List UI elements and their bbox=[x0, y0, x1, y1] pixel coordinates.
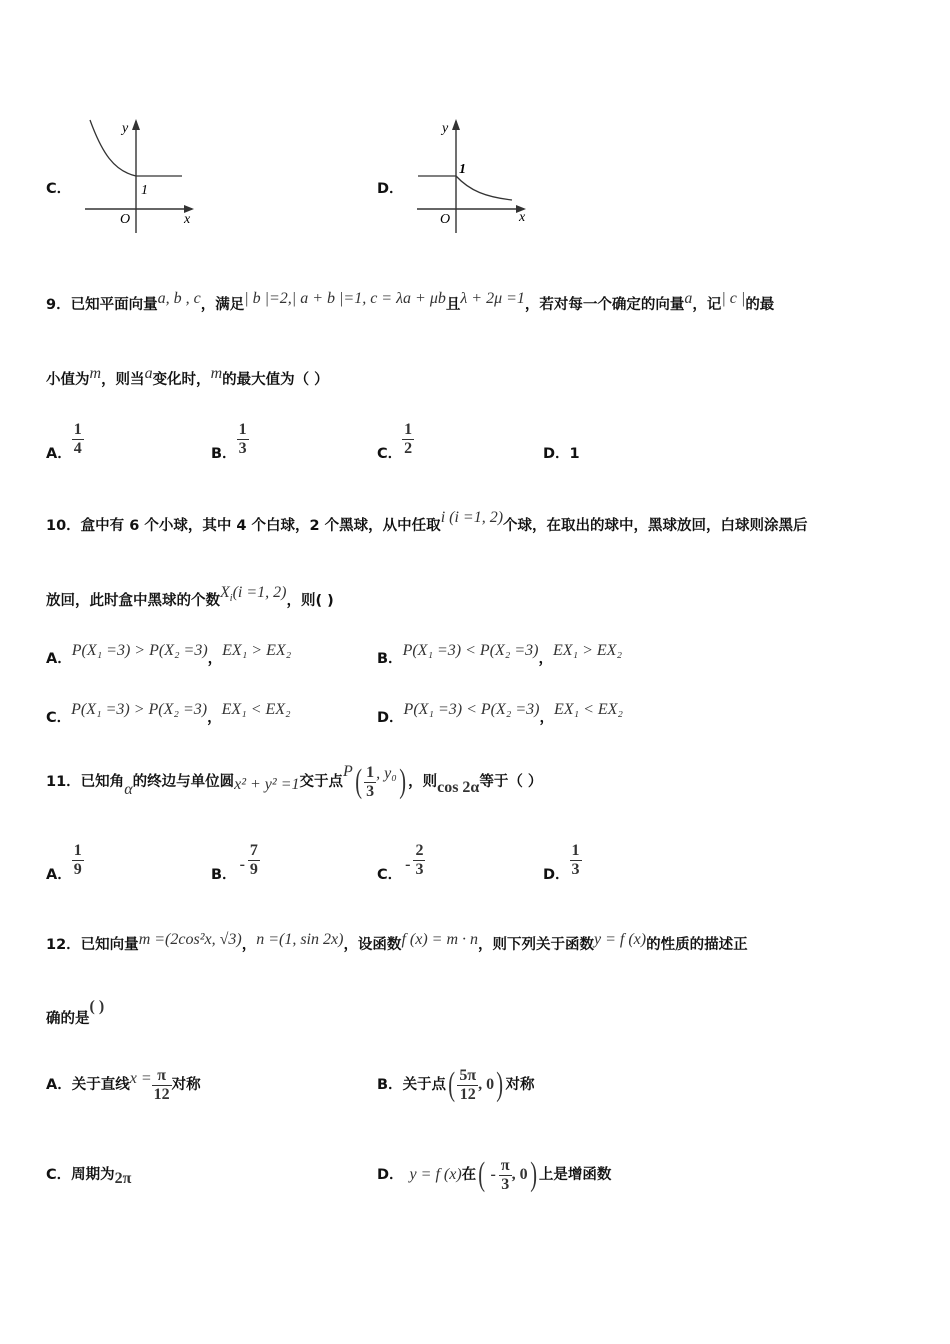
q8-option-d-graph bbox=[412, 115, 542, 235]
frac-num: 1 bbox=[73, 421, 82, 438]
frac-den: 2 bbox=[404, 440, 413, 457]
q9-option-d[interactable] bbox=[543, 443, 580, 465]
q10-stem-text-b: 个球，在取出的球中，黑球放回，白球则涂黑后 bbox=[503, 518, 808, 534]
q9-stem-line2 bbox=[46, 365, 329, 391]
option-label: C． bbox=[377, 867, 403, 883]
y-axis-arrow bbox=[452, 119, 460, 130]
q11-option-b[interactable] bbox=[211, 842, 260, 883]
frac-num: 5π bbox=[459, 1066, 477, 1084]
frac-num: π bbox=[152, 1067, 172, 1086]
option-tail: , 0 bbox=[511, 1166, 528, 1183]
x-label: x bbox=[184, 212, 191, 227]
q9-stem-text-c: 且 bbox=[445, 297, 461, 313]
frac-den: 3 bbox=[501, 1175, 510, 1193]
q11-option-c[interactable] bbox=[377, 842, 425, 883]
q12-option-c[interactable] bbox=[46, 1150, 131, 1200]
q9-line2-text: 小值为 bbox=[46, 372, 90, 388]
q11-stem-text-b: 的终边与单位圆 bbox=[132, 774, 235, 790]
q9-vector-a: a bbox=[684, 290, 693, 307]
q9-stem-line1 bbox=[46, 290, 775, 316]
q9-stem-text-f: 的最 bbox=[745, 297, 775, 313]
frac-num: 2 bbox=[415, 842, 424, 859]
q10-line2-text: 放回，此时盒中黑球的个数 bbox=[46, 593, 220, 609]
option-text-post: 上是增函数 bbox=[538, 1167, 612, 1183]
option-prob: P(X₁ =3) > P(X₂ =3) bbox=[71, 642, 208, 659]
option-label: A． bbox=[46, 867, 72, 883]
option-label: C． bbox=[46, 1167, 72, 1183]
option-expect: EX₁ > EX₂ bbox=[552, 642, 622, 659]
q10-stem-text: 10．盒中有 6 个小球，其中 4 个白球，2 个黑球，从中任取 bbox=[46, 518, 441, 534]
q12-stem-text-b: ，设函数 bbox=[343, 937, 402, 953]
q10-option-d[interactable]: D．P(X₁ =3) < P(X₂ =3)，EX₁ < EX₂ bbox=[377, 701, 623, 726]
q12-stem-line1 bbox=[46, 930, 748, 960]
q12-stem-text-d: 的性质的描述正 bbox=[646, 937, 748, 953]
option-text-post: 对称 bbox=[171, 1077, 201, 1093]
option-text: 在 bbox=[461, 1167, 477, 1183]
option-value: 2π bbox=[114, 1170, 132, 1187]
q9-option-c[interactable] bbox=[377, 421, 414, 462]
q9-abs-c: | c | bbox=[721, 290, 746, 307]
q11-unit-circle: x² + y² =1 bbox=[234, 776, 300, 793]
y-axis-arrow bbox=[132, 119, 140, 130]
option-prob: P(X₁ =3) > P(X₂ =3) bbox=[71, 701, 208, 718]
frac-den: 3 bbox=[415, 861, 424, 878]
q9-vectors: a, b , c bbox=[157, 290, 201, 307]
q12-stem-text: 12．已知向量 bbox=[46, 937, 139, 953]
q9-stem-text-d: ，若对每一个确定的向量 bbox=[524, 297, 685, 313]
q9-option-b[interactable] bbox=[211, 421, 249, 462]
q12-answer-paren: ( ) bbox=[89, 998, 105, 1015]
frac-den: 4 bbox=[73, 440, 82, 457]
option-text: 周期为 bbox=[71, 1167, 115, 1183]
frac-den: 3 bbox=[571, 861, 580, 878]
option-expect: EX₁ > EX₂ bbox=[222, 642, 292, 659]
q12-line2-text: 确的是 bbox=[46, 1011, 90, 1027]
frac-den: 3 bbox=[366, 782, 375, 800]
q10-stem-line2 bbox=[46, 584, 334, 618]
frac-num: 1 bbox=[366, 763, 375, 781]
q10-line2-text-b: ，则( ) bbox=[286, 593, 334, 609]
q9-line2-text-c: 变化时， bbox=[152, 372, 211, 388]
frac-num: 1 bbox=[404, 421, 413, 438]
q9-var-m-2: m bbox=[210, 365, 223, 382]
q11-stem: 11．已知角α的终边与单位圆x² + y² =1交于点P( $\frac{1}{3}$ , y₀) ，则cos 2α等于（ ） bbox=[46, 763, 543, 800]
q10-xi-expr bbox=[220, 584, 287, 605]
option-label: D． bbox=[543, 867, 570, 883]
q12-function-def: f (x) = m · n bbox=[401, 931, 478, 948]
q9-stem-text-b: ，满足 bbox=[200, 297, 245, 313]
q12-vector-n: n =(1, sin 2x) bbox=[256, 931, 344, 948]
option-tail: , 0 bbox=[478, 1076, 495, 1093]
frac-den: 9 bbox=[249, 861, 258, 878]
option-label: B． bbox=[211, 446, 237, 462]
q8-option-c-label[interactable]: C． bbox=[46, 181, 72, 197]
frac-num: 7 bbox=[249, 842, 258, 859]
q12-function-y: y = f (x) bbox=[594, 931, 647, 948]
option-label: D． bbox=[377, 710, 404, 726]
q12-option-b[interactable]: B．关于点( $\frac{5\pi}{12}$ , 0) 对称 bbox=[377, 1066, 535, 1103]
option-label: B． bbox=[211, 867, 237, 883]
q10-xi-sub: i bbox=[229, 593, 233, 605]
q10-i-expr: i (i =1, 2) bbox=[440, 509, 504, 526]
option-sign: - bbox=[490, 1166, 496, 1183]
q11-point-y: , y₀ bbox=[376, 765, 397, 782]
q11-stem-text-e: 等于（ ） bbox=[479, 774, 543, 790]
option-label: D． bbox=[377, 1167, 404, 1183]
option-label: A． bbox=[46, 1077, 72, 1093]
q11-stem-text-d: ，则 bbox=[408, 774, 438, 790]
q9-option-a[interactable] bbox=[46, 421, 84, 462]
q9-stem-text-e: ，记 bbox=[692, 297, 722, 313]
q11-alpha: α bbox=[124, 781, 133, 798]
q9-var-m: m bbox=[89, 365, 102, 382]
option-text: 关于点 bbox=[402, 1077, 447, 1093]
option-value: 1 bbox=[569, 446, 580, 462]
origin-label: O bbox=[120, 212, 131, 227]
option-prob: P(X₁ =3) < P(X₂ =3) bbox=[403, 701, 540, 718]
q12-option-d[interactable]: D． y = f (x)在( - $\frac{\pi}{3}$ , 0) 上是增函数 bbox=[377, 1156, 612, 1193]
q12-vector-m: m =(2cos²x, √3) bbox=[138, 931, 242, 948]
q8-option-c-graph bbox=[80, 115, 210, 235]
q11-stem-text-c: 交于点 bbox=[299, 774, 343, 790]
q12-option-a[interactable] bbox=[46, 1060, 201, 1110]
q11-option-d[interactable] bbox=[543, 842, 582, 883]
option-label: A． bbox=[46, 651, 72, 667]
q10-stem-line1 bbox=[46, 509, 808, 537]
q9-line2-text-d: 的最大值为（ ） bbox=[222, 372, 329, 388]
q8-option-d-label[interactable]: D． bbox=[377, 181, 404, 197]
option-sign: - bbox=[239, 856, 245, 873]
curve bbox=[418, 176, 512, 200]
option-label: B． bbox=[377, 651, 403, 667]
q10-option-b[interactable]: B．P(X₁ =3) < P(X₂ =3)，EX₁ > EX₂ bbox=[377, 642, 622, 667]
q9-line2-text-b: ，则当 bbox=[101, 372, 145, 388]
q9-stem-text: 9．已知平面向量 bbox=[46, 297, 158, 313]
option-label: C． bbox=[46, 710, 72, 726]
origin-label: O bbox=[440, 212, 451, 227]
y-label: y bbox=[122, 121, 129, 136]
option-label: D． bbox=[543, 446, 570, 462]
option-prob: P(X₁ =3) < P(X₂ =3) bbox=[402, 642, 539, 659]
q11-option-a[interactable] bbox=[46, 842, 84, 883]
x-label: x bbox=[519, 210, 526, 225]
frac-num: 1 bbox=[238, 421, 247, 438]
q12-stem-text-c: ，则下列关于函数 bbox=[478, 937, 594, 953]
frac-num: 1 bbox=[571, 842, 580, 859]
option-text: 关于直线 bbox=[71, 1077, 130, 1093]
q11-stem-text: 11．已知角 bbox=[46, 774, 125, 790]
frac-den: 9 bbox=[73, 861, 82, 878]
tick-label: 1 bbox=[141, 183, 148, 198]
frac-num: 1 bbox=[73, 842, 82, 859]
option-label: B． bbox=[377, 1077, 403, 1093]
option-text-post: 对称 bbox=[505, 1077, 535, 1093]
option-expect: EX₁ < EX₂ bbox=[553, 701, 623, 718]
q10-option-a[interactable]: A．P(X₁ =3) > P(X₂ =3)，EX₁ > EX₂ bbox=[46, 642, 292, 667]
q9-var-a: a bbox=[144, 365, 153, 382]
option-label: A． bbox=[46, 446, 72, 462]
frac-den: 3 bbox=[238, 440, 247, 457]
q10-option-c[interactable]: C．P(X₁ =3) > P(X₂ =3)，EX₁ < EX₂ bbox=[46, 701, 291, 726]
q10-xi-tail: (i =1, 2) bbox=[232, 584, 287, 601]
q9-condition-1: | b |=2,| a + b |=1, c = λa + μb bbox=[244, 290, 446, 307]
option-sign: - bbox=[405, 856, 411, 873]
q11-point-p: P bbox=[342, 763, 353, 780]
frac-num: π bbox=[500, 1156, 510, 1174]
tick-label: 1 bbox=[459, 162, 466, 177]
frac-den: 12 bbox=[459, 1085, 476, 1103]
option-expr: x = bbox=[129, 1070, 152, 1087]
option-label: C． bbox=[377, 446, 403, 462]
frac-den: 12 bbox=[153, 1085, 170, 1103]
q10-xi-var: X bbox=[220, 584, 230, 601]
option-function: y = f (x) bbox=[409, 1166, 462, 1183]
option-expect: EX₁ < EX₂ bbox=[221, 701, 291, 718]
q12-comma: ， bbox=[241, 937, 257, 953]
q9-condition-2: λ + 2μ =1 bbox=[460, 290, 525, 307]
q12-stem-line2 bbox=[46, 998, 105, 1030]
q11-cos-expr: cos 2α bbox=[437, 779, 480, 796]
y-label: y bbox=[442, 121, 449, 136]
